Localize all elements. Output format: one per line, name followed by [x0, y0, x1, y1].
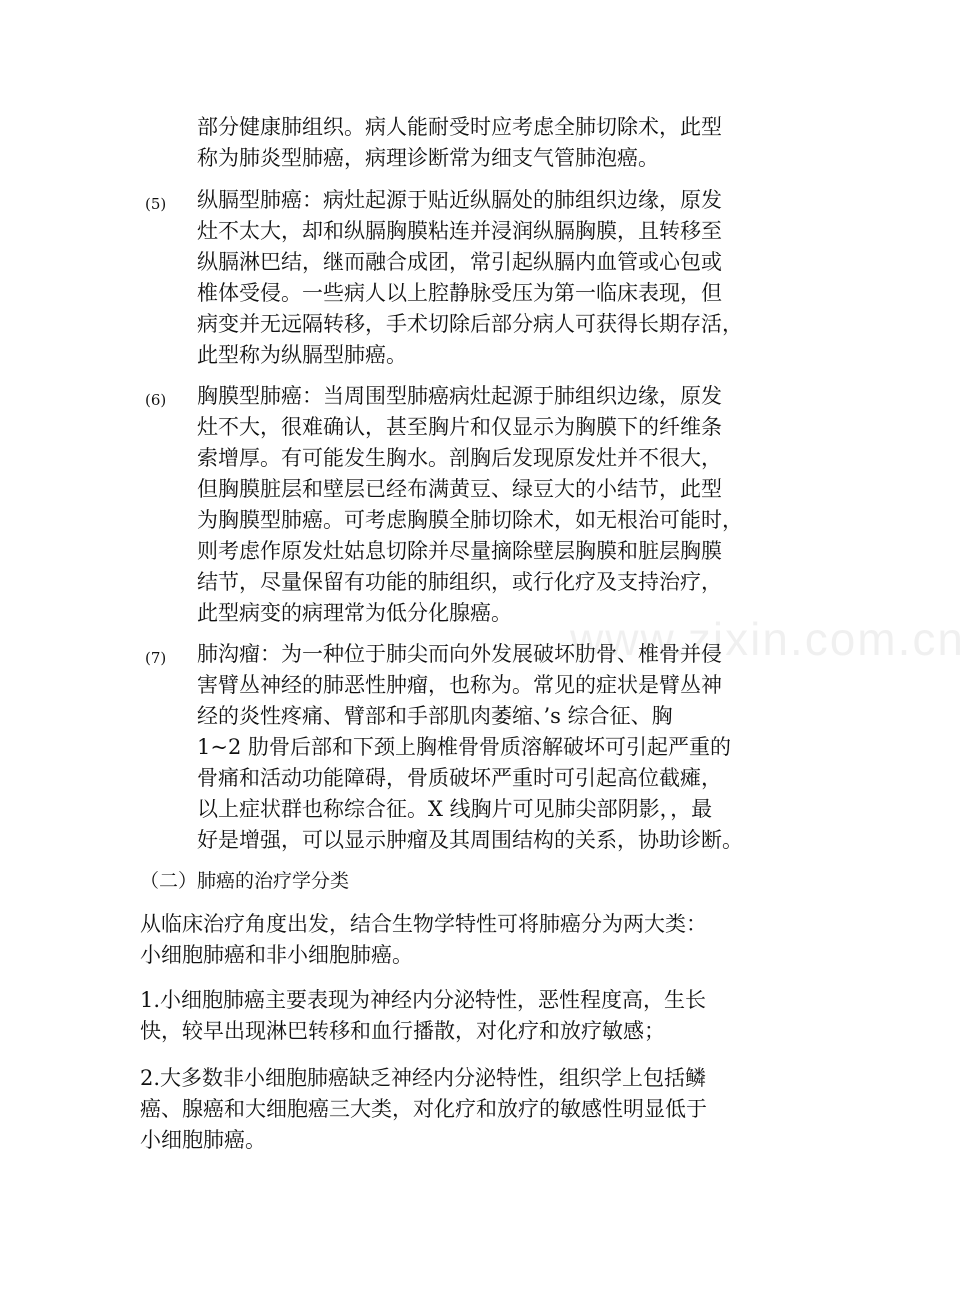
item-text: [197, 185, 817, 371]
text-line: 为胸膜型肺癌。可考虑胸膜全肺切除术，如无根治可能时，: [197, 508, 743, 532]
text-line: 从临床治疗角度出发，结合生物学特性可将肺癌分为两大类：: [140, 912, 707, 936]
text-line: 2.大多数非小细胞肺癌缺乏神经内分泌特性，组织学上包括鳞: [140, 1066, 707, 1090]
text-line: 以上症状群也称综合征。X 线胸片可见肺尖部阴影，，最: [197, 797, 713, 821]
text-line: 小细胞肺癌。: [140, 1128, 266, 1152]
text-line: 纵膈型肺癌：病灶起源于贴近纵膈处的肺组织边缘，原发: [197, 188, 722, 212]
text-line: 骨痛和活动功能障碍，骨质破坏严重时可引起高位截瘫，: [197, 766, 722, 790]
item-number: (5): [145, 195, 167, 213]
item-text: [197, 381, 817, 629]
watermark: www.zixin.com.cn: [570, 613, 965, 665]
text-line: 此型病变的病理常为低分化腺癌。: [197, 601, 512, 625]
text-line: 好是增强，可以显示肿瘤及其周围结构的关系，协助诊断。: [197, 828, 743, 852]
text-line: 害臂丛神经的肺恶性肿瘤，也称为。常见的症状是臂丛神: [197, 673, 722, 697]
text-line: 椎体受侵。一些病人以上腔静脉受压为第一临床表现，但: [197, 281, 722, 305]
item-number: (7): [145, 649, 167, 667]
text-line: 结节，尽量保留有功能的肺组织，或行化疗及支持治疗，: [197, 570, 722, 594]
text-line: 索增厚。有可能发生胸水。剖胸后发现原发灶并不很大，: [197, 446, 722, 470]
text-line: 小细胞肺癌和非小细胞肺癌。: [140, 943, 413, 967]
text-line: 经的炎性疼痛、臂部和手部肌肉萎缩、’s 综合征、胸: [197, 704, 673, 728]
text-line: 称为肺炎型肺癌，病理诊断常为细支气管肺泡癌。: [197, 146, 659, 170]
intro-continuation: [197, 112, 817, 174]
item-text: [197, 639, 817, 856]
paragraph: [140, 1063, 820, 1156]
paragraph: [140, 985, 820, 1047]
text-line: 1.小细胞肺癌主要表现为神经内分泌特性，恶性程度高，生长: [140, 988, 707, 1012]
text-line: 但胸膜脏层和壁层已经布满黄豆、绿豆大的小结节，此型: [197, 477, 722, 501]
text-line: 纵膈淋巴结，继而融合成团，常引起纵膈内血管或心包或: [197, 250, 722, 274]
text-line: 则考虑作原发灶姑息切除并尽量摘除壁层胸膜和脏层胸膜: [197, 539, 722, 563]
text-line: 病变并无远隔转移，手术切除后部分病人可获得长期存活，: [197, 312, 743, 336]
text-line: 灶不大，很难确认，甚至胸片和仅显示为胸膜下的纤维条: [197, 415, 722, 439]
text-line: 此型称为纵膈型肺癌。: [197, 343, 407, 367]
text-line: 部分健康肺组织。病人能耐受时应考虑全肺切除术，此型: [197, 115, 722, 139]
text-line: 癌、腺癌和大细胞癌三大类，对化疗和放疗的敏感性明显低于: [140, 1097, 707, 1121]
text-line: 胸膜型肺癌：当周围型肺癌病灶起源于肺组织边缘，原发: [197, 384, 722, 408]
item-number: (6): [145, 391, 167, 409]
text-line: 快，较早出现淋巴转移和血行播散，对化疗和放疗敏感；: [140, 1019, 665, 1043]
text-line: 1~2 肋骨后部和下颈上胸椎骨骨质溶解破坏可引起严重的: [197, 735, 731, 759]
section-heading: （二）肺癌的治疗学分类: [140, 870, 350, 892]
paragraph: [140, 909, 820, 971]
text-line: 肺沟瘤：为一种位于肺尖而向外发展破坏肋骨、椎骨并侵: [197, 642, 722, 666]
text-line: 灶不太大，却和纵膈胸膜粘连并浸润纵膈胸膜，且转移至: [197, 219, 722, 243]
